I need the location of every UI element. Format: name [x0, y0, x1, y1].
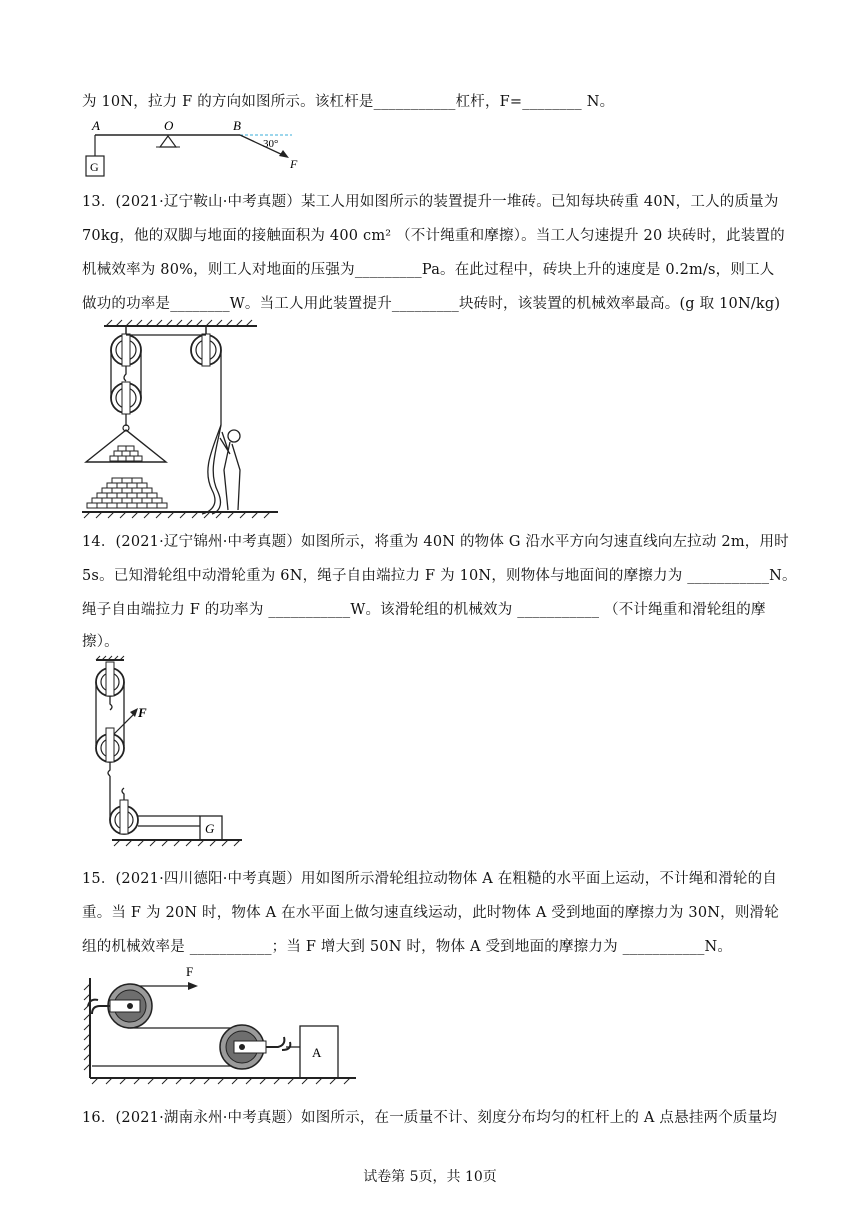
lever-label-f: F — [290, 157, 298, 171]
q13-text-line-4: 做功的功率是________W。当工人用此装置提升_________块砖时，该装置的机械效率最高。(g 取 10N/kg) — [82, 296, 781, 312]
lever-label-o: O — [164, 118, 174, 133]
q15-text-line-1: 15．(2021·四川德阳·中考真题）用如图所示滑轮组拉动物体 A 在粗糙的水平面上运动，不计绳和滑轮的自 — [82, 871, 778, 887]
worker — [202, 425, 240, 514]
lever-figure — [80, 116, 320, 186]
q14-text-line-4: 擦）。 — [82, 634, 119, 650]
q14-text-line-3: 绳子自由端拉力 F 的功率为 ___________W。该滑轮组的机械效为 ___________ （不计绳重和滑轮组的摩 — [82, 602, 766, 618]
lever-label-g: G — [90, 160, 99, 174]
q13-text-line-1: 13．(2021·辽宁鞍山·中考真题）某工人用如图所示的装置提升一堆砖。已知每块砖重 40N，工人的质量为 — [82, 194, 779, 210]
brick-pulley-figure — [82, 320, 282, 520]
pulley-block-figure — [82, 656, 242, 856]
q14-text-line-2: 5s。已知滑轮组中动滑轮重为 6N，绳子自由端拉力 F 为 10N，则物体与地面间的摩擦力为 ___________N。 — [82, 568, 797, 584]
q13-text-line-3: 机械效率为 80%，则工人对地面的压强为_________Pa。在此过程中，砖块上升的速度是 0.2m/s，则工人 — [82, 262, 775, 278]
page-footer: 试卷第 5页，共 10页 — [363, 1169, 497, 1185]
horizontal-pulley-figure — [82, 960, 372, 1090]
q14-text-line-1: 14．(2021·辽宁锦州·中考真题）如图所示，将重为 40N 的物体 G 沿水平方向匀速直线向左拉动 2m，用时 — [82, 534, 789, 550]
q15-text-line-2: 重。当 F 为 20N 时，物体 A 在水平面上做匀速直线运动，此时物体 A 受到地面的摩擦力为 30N，则滑轮 — [82, 905, 779, 921]
lever-label-b: B — [233, 118, 241, 133]
fig15-label-a: A — [312, 1045, 322, 1060]
brick-pile — [87, 478, 167, 508]
fig15-label-f: F — [186, 964, 194, 979]
fig14-label-g: G — [205, 821, 215, 836]
lever-angle-label: 30° — [263, 138, 279, 150]
fig14-label-f: F — [138, 705, 147, 720]
lever-label-a: A — [92, 118, 100, 133]
lever-fulcrum — [160, 136, 176, 147]
q12-text-line: 为 10N，拉力 F 的方向如图所示。该杠杆是___________杠杆，F=________ N。 — [82, 94, 615, 110]
q16-text-line-1: 16．(2021·湖南永州·中考真题）如图所示，在一质量不计、刻度分布均匀的杠杆上的 A 点悬挂两个质量均 — [82, 1110, 778, 1126]
q13-text-line-2: 70kg，他的双脚与地面的接触面积为 400 cm² （不计绳重和摩擦）。当工人匀速提升 20 块砖时，此装置的 — [82, 228, 785, 244]
q15-text-line-3: 组的机械效率是 ___________；当 F 增大到 50N 时，物体 A 受到地面的摩擦力为 ___________N。 — [82, 939, 733, 955]
